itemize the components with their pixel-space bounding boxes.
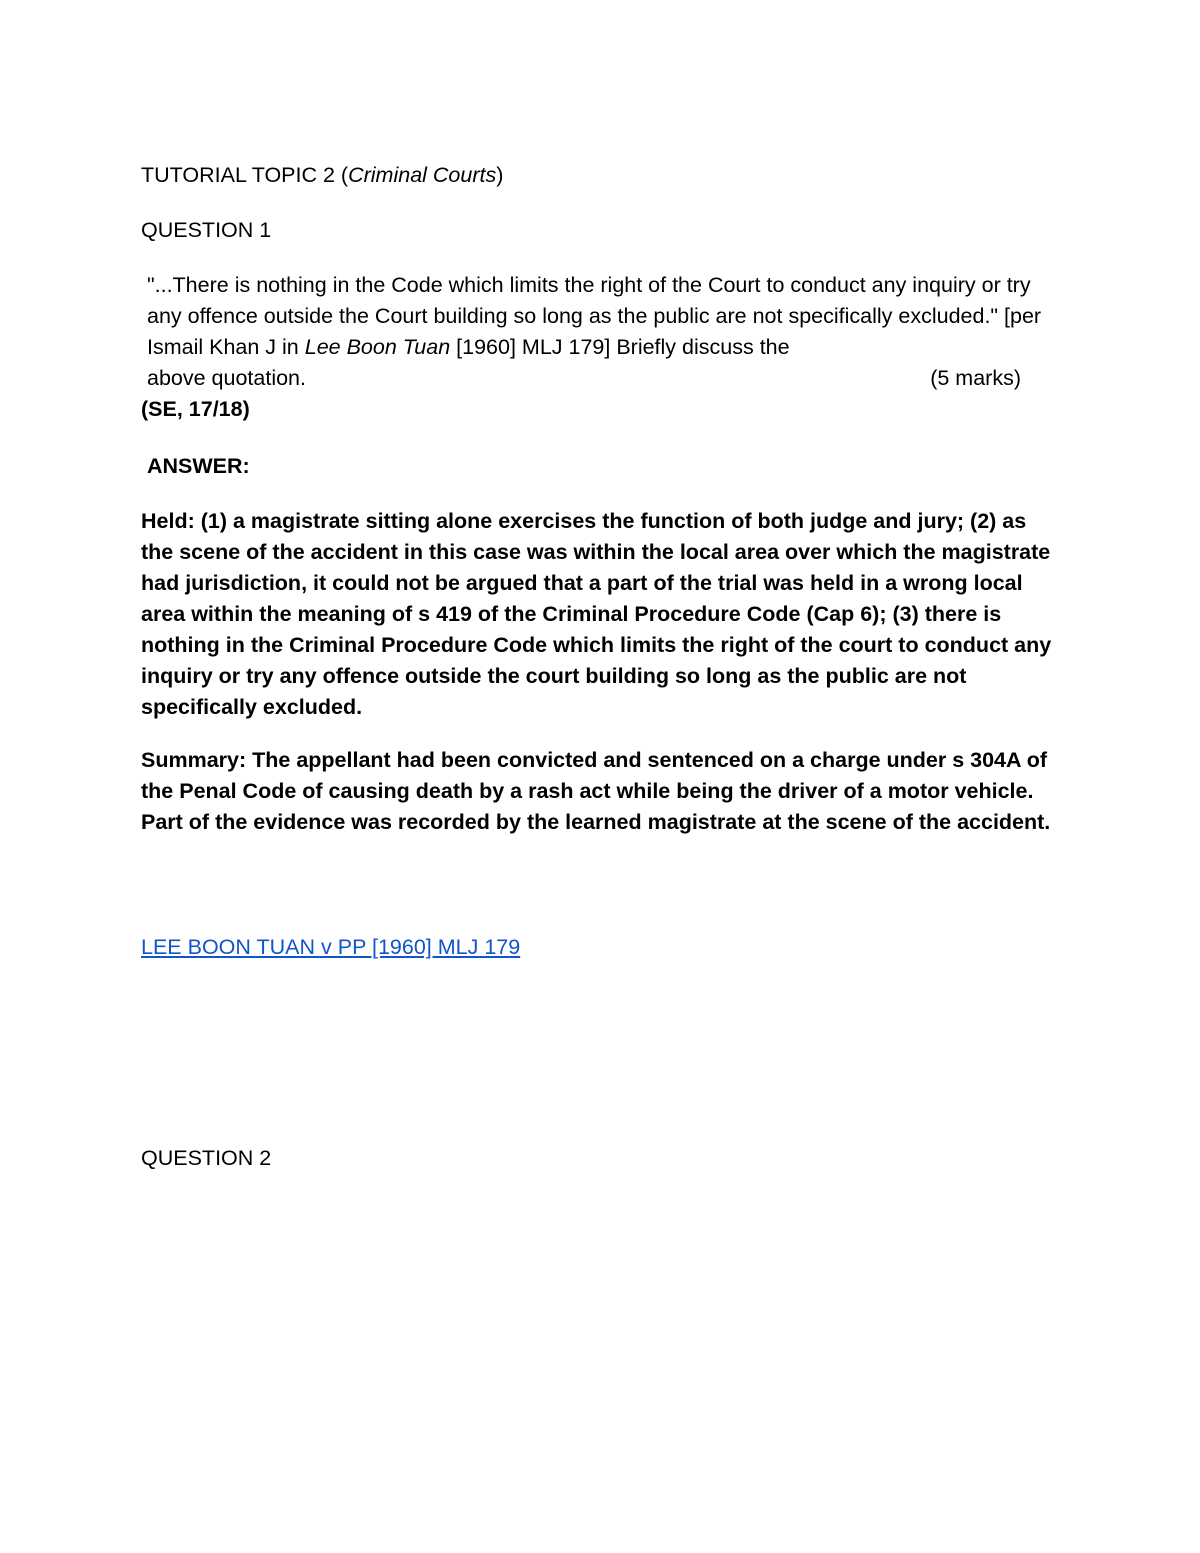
answer-summary-paragraph: Summary: The appellant had been convicted and sentenced on a charge under s 304A of the Penal Code of causing death by a rash act while being the driver of a motor vehicle. Part of the evidence was recorded by the learned magistrate at the scene of the accident. [141, 748, 1051, 834]
tutorial-title-suffix: ) [496, 163, 504, 187]
quote-case-name: Lee Boon Tuan [304, 335, 451, 359]
quote-last-line [147, 363, 1061, 394]
answer-held-paragraph: Held: (1) a magistrate sitting alone exercises the function of both judge and jury; (2) as the scene of the accident in this case was within the local area over which the magistrate had jurisdiction, it could not be argued that a part of the trial was held in a wrong local area within the meaning of s 419 of the Criminal Procedure Code (Cap 6); (3) there is nothing in the Criminal Procedure Code which limits the right of the court to conduct any inquiry or try any offence outside the court building so long as the public are not specifically excluded. [141, 509, 1052, 719]
document-page [141, 160, 1061, 1174]
answer-label: ANSWER: [147, 454, 250, 478]
case-link-lee-boon-tuan[interactable]: LEE BOON TUAN v PP [1960] MLJ 179 [141, 935, 521, 959]
question-1-heading: QUESTION 1 [141, 218, 272, 242]
quote-text-end: above quotation. [147, 366, 306, 390]
tutorial-title-italic: Criminal Courts [348, 163, 497, 187]
tutorial-title [141, 160, 1061, 191]
quote-text-part1: "...There is nothing in the Code which limits the right of the Court to conduct any inquiry or try any offence outside the Court building so long as the public are not specifically excluded." [per Ismail Khan J in [147, 273, 1042, 359]
tutorial-title-prefix: TUTORIAL TOPIC 2 ( [141, 163, 349, 187]
question-1-source: (SE, 17/18) [141, 397, 250, 421]
question-1-quote [141, 270, 1061, 394]
quote-text-part2: [1960] MLJ 179] Briefly discuss the [450, 335, 790, 359]
marks-label: (5 marks) [930, 366, 1021, 390]
question-2-heading: QUESTION 2 [141, 1146, 272, 1170]
